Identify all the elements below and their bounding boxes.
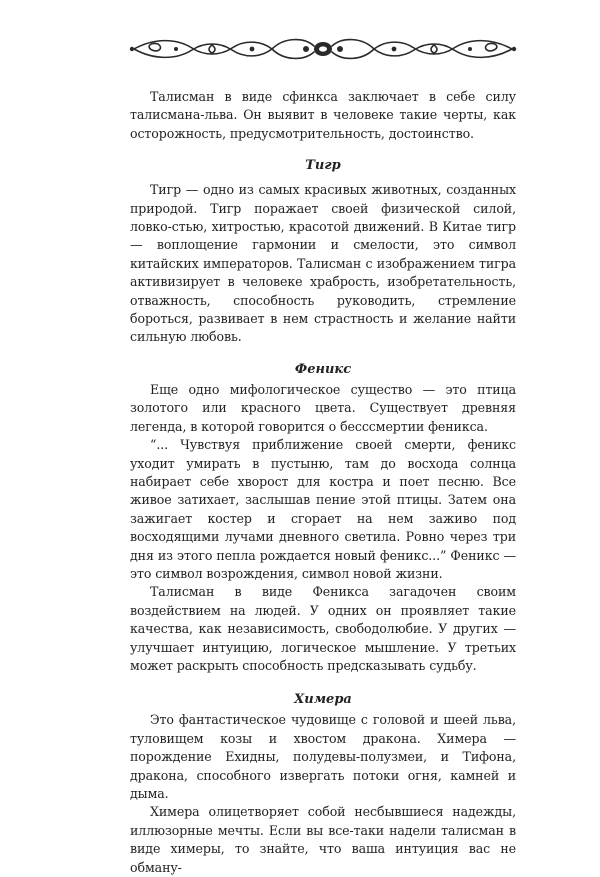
tiger-paragraph-1: Тигр — одно из самых красивых животных, созданных природой. Тигр поражает своей физической силой, ловко-стью, хитростью, красотой движений. В Китае тигр — воплощение гармонии и смелости, это символ китайских императоров. Талисман с изображением тигра активизирует в человеке храбрость, изобретательность, отважность, способность руководить, стремление бороться, развивает в нем страстность и желание найти сильную любовь. (130, 182, 516, 345)
chimera-paragraph-2: Химера олицетворяет собой несбывшиеся надежды, иллюзорные мечты. Если вы все-таки надели талисман в виде химеры, то знайте, что ваша интуиция вас не обману- (130, 804, 516, 875)
phoenix-paragraph-2: “... Чувствуя приближение своей смерти, феникс уходит умирать в пустыню, там до восхода солнца набирает себе хворост для костра и поет песню. Все живое затихает, заслышав пение этой птицы. Затем она зажигает костер и сгорает на нем заживо под восходящими лучами дневного светила. Ровно через три дня из этого пепла рождается новый феникс...” Феникс — это символ возрождения, символ новой жизни. (130, 437, 516, 581)
chimera-paragraph-1: Это фантастическое чудовище с головой и шеей льва, туловищем козы и хвостом дракона. Химера — порождение Ехидны, полудевы-полузмеи, и Тифона, дракона, способного извергать потоки огня, камней и дыма. (130, 712, 516, 801)
header-ornament (128, 34, 518, 64)
intro-paragraph: Талисман в виде сфинкса заключает в себе силу талисмана-льва. Он выявит в человеке такие черты, как осторожность, предусмотрительность, достоинство. (130, 89, 516, 141)
book-page-content (130, 88, 516, 877)
section-heading-tiger: Тигр (305, 158, 341, 174)
phoenix-paragraph-1: Еще одно мифологическое существо — это птица золотого или красного цвета. Существует древняя легенда, в которой говорится о бесссмертии феникса. (130, 381, 516, 434)
section-heading-chimera: Химера (294, 692, 352, 708)
section-heading-phoenix: Феникс (294, 361, 352, 377)
phoenix-paragraph-3: Талисман в виде Феникса загадочен своим воздействием на людей. У одних он проявляет такие качества, как независимость, свободолюбие. У других — улучшает интуицию, логическое мышление. У третьих может раскрыть способность предсказывать судьбу. (130, 584, 516, 673)
